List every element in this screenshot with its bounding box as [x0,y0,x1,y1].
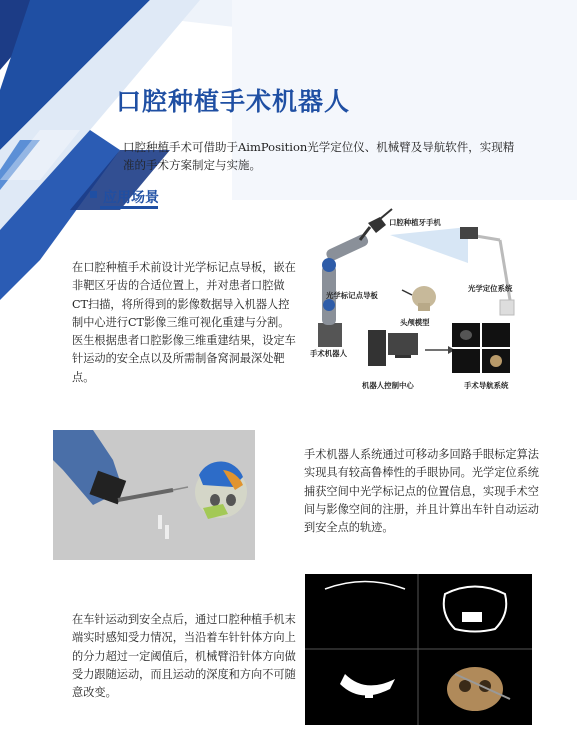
ct-image-grid [305,574,532,725]
label-control-center: 机器人控制中心 [362,381,414,390]
section-marker-icon [90,191,97,198]
intro-text: 口腔种植手术可借助于AimPosition光学定位仪、机械臂及导航软件，实现精准的手术方案制定与实施。 [123,140,515,172]
paragraph-calibration: 手术机器人系统通过可移动多回路手眼标定算法实现具有较高鲁棒性的手眼协同。光学定位系统捕获空间中光学标记点的位置信息，实现手术空间与影像空间的注册，并且计算出车针自动运动到安全点的轨迹。 [304,448,539,535]
system-diagram-graphic [300,205,570,405]
label-handpiece: 口腔种植牙手机 [389,218,441,227]
nav-screens-icon [452,323,510,373]
optical-camera-icon [460,227,514,315]
paragraph-preop: 在口腔种植手术前设计光学标记点导板，嵌在非靶区牙齿的合适位置上，并对患者口腔做CT扫描，将所得到的影像数据导入机器人控制中心进行CT影像三维可视化重建与分割。医生根据患者口腔影像三维重建结果，设定车针运动的安全点以及所需制备窝洞最深处靶点。 [72,261,296,384]
robot-arm-icon [318,227,370,347]
skull-model-icon [402,286,436,311]
label-marker-guide: 光学标记点导板 [326,291,378,300]
label-robot: 手术机器人 [310,349,347,358]
label-nav-system: 手术导航系统 [464,381,509,390]
system-diagram [300,205,570,405]
arrow-icon [425,346,455,354]
paragraph-force-follow: 在车针运动到安全点后，通过口腔种植手机末端实时感知受力情况，当沿着车针针体方向上的分力超过一定阈值后，机械臂沿针体方向做受力跟随运动，而且运动的深度和方向不可随意改变。 [72,613,296,700]
robot-skull-photo [53,430,255,560]
label-head-model: 头颅模型 [400,318,430,327]
ct-images [305,574,532,725]
section-underline [100,206,158,209]
page-title: 口腔种植手术机器人 [116,87,351,116]
light-beam [390,227,468,263]
control-computer-icon [368,330,418,366]
section-heading: 应用场景 [103,190,159,206]
robot-skull-illustration [53,430,255,560]
label-optical-system: 光学定位系统 [468,284,513,293]
